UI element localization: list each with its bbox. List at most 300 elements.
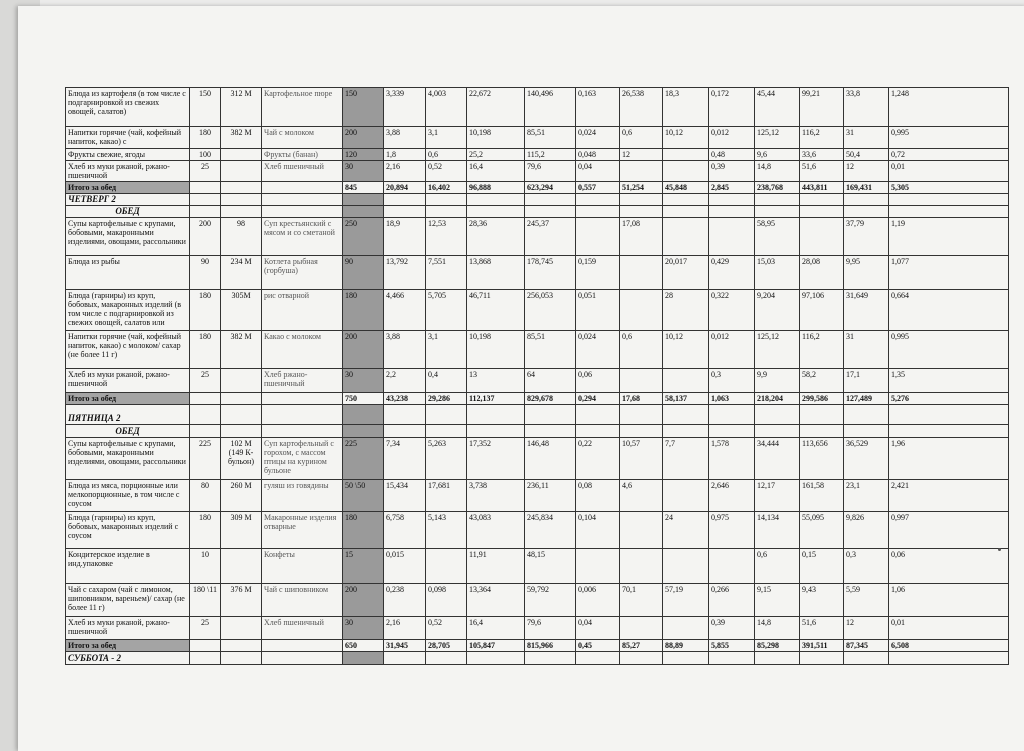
table-cell: 59,792	[525, 584, 576, 617]
day-label: СУББОТА - 2	[66, 652, 190, 665]
table-cell: 36,529	[844, 438, 889, 480]
table-cell	[889, 425, 1009, 438]
table-cell: 1,248	[889, 88, 1009, 127]
table-cell: 9,43	[800, 584, 844, 617]
table-cell: 6,758	[384, 512, 426, 549]
table-cell: 1,578	[709, 438, 755, 480]
table-cell: 0,163	[576, 88, 620, 127]
table-cell	[426, 549, 467, 584]
table-cell	[663, 617, 709, 640]
table-cell	[663, 405, 709, 425]
table-cell: 31	[844, 127, 889, 149]
table-cell	[262, 425, 343, 438]
table-cell: 250	[343, 218, 384, 256]
table-cell: Чай с шиповником	[262, 584, 343, 617]
table-cell: 46,711	[467, 290, 525, 331]
table-cell: 9,15	[755, 584, 800, 617]
table-cell: 17,68	[620, 393, 663, 405]
table-row	[66, 549, 1009, 584]
table-cell: 234 М	[221, 256, 262, 290]
table-cell: 85,51	[525, 127, 576, 149]
table-cell: 18,3	[663, 88, 709, 127]
table-cell: 180	[343, 290, 384, 331]
table-cell: 2,845	[709, 182, 755, 194]
table-cell	[221, 149, 262, 161]
table-cell	[620, 161, 663, 182]
table-cell: 1,19	[889, 218, 1009, 256]
table-row	[66, 480, 1009, 512]
table-cell: 140,496	[525, 88, 576, 127]
table-cell: 5,305	[889, 182, 1009, 194]
table-cell: 51,6	[800, 617, 844, 640]
table-cell: 2,16	[384, 161, 426, 182]
table-cell	[576, 549, 620, 584]
table-cell: 623,294	[525, 182, 576, 194]
table-cell: 25	[190, 369, 221, 393]
table-cell: Блюда из рыбы	[66, 256, 190, 290]
table-cell: 245,834	[525, 512, 576, 549]
table-cell: 0,557	[576, 182, 620, 194]
table-cell: 0,3	[709, 369, 755, 393]
table-cell	[467, 405, 525, 425]
table-cell: Блюда (гарниры) из круп, бобовых, макаронных изделий (в том числе с подгарнировкой из свежих овощей, салатов или	[66, 290, 190, 331]
table-cell: Блюда из картофеля (в том числе с подгарнировкой из свежих овощей, салатов)	[66, 88, 190, 127]
table-cell: 58,2	[800, 369, 844, 393]
table-cell: 2,16	[384, 617, 426, 640]
table-cell: 18,9	[384, 218, 426, 256]
table-cell: 0,975	[709, 512, 755, 549]
table-cell: 218,204	[755, 393, 800, 405]
table-cell: 5,855	[709, 640, 755, 652]
table-cell: 0,6	[426, 149, 467, 161]
day-row	[66, 652, 1009, 665]
table-cell: 7,551	[426, 256, 467, 290]
table-cell: 1,063	[709, 393, 755, 405]
table-cell	[663, 149, 709, 161]
table-cell	[343, 194, 384, 206]
table-cell: 31	[844, 331, 889, 369]
table-cell	[262, 393, 343, 405]
table-cell: 260 М	[221, 480, 262, 512]
table-cell: 85,51	[525, 331, 576, 369]
table-cell: 0,024	[576, 127, 620, 149]
table-cell: 20,894	[384, 182, 426, 194]
table-cell: Хлеб из муки ржаной, ржано-пшеничной	[66, 161, 190, 182]
table-cell: 127,489	[844, 393, 889, 405]
table-cell: 45,44	[755, 88, 800, 127]
total-row	[66, 393, 1009, 405]
table-cell: 4,003	[426, 88, 467, 127]
table-cell: 79,6	[525, 161, 576, 182]
table-cell	[221, 194, 262, 206]
table-cell	[663, 425, 709, 438]
total-row	[66, 182, 1009, 194]
table-cell: 13,364	[467, 584, 525, 617]
table-cell: 112,137	[467, 393, 525, 405]
table-cell: Чай с молоком	[262, 127, 343, 149]
table-cell	[190, 206, 221, 218]
table-cell: 1,8	[384, 149, 426, 161]
table-cell: 245,37	[525, 218, 576, 256]
table-cell	[800, 405, 844, 425]
table-cell: 0,322	[709, 290, 755, 331]
table-cell: 16,4	[467, 161, 525, 182]
table-cell: 120	[343, 149, 384, 161]
table-cell: 0,15	[800, 549, 844, 584]
table-cell	[426, 652, 467, 665]
table-cell	[663, 218, 709, 256]
table-cell: 1,077	[889, 256, 1009, 290]
table-cell: 0,429	[709, 256, 755, 290]
table-cell: 1,35	[889, 369, 1009, 393]
table-cell: 24	[663, 512, 709, 549]
table-cell	[755, 425, 800, 438]
table-cell: 10,198	[467, 127, 525, 149]
table-cell	[620, 405, 663, 425]
table-cell	[709, 218, 755, 256]
table-cell	[262, 194, 343, 206]
table-cell: 85,27	[620, 640, 663, 652]
table-cell: Суп крестьянский с мясом и со сметаной	[262, 218, 343, 256]
table-cell	[800, 425, 844, 438]
table-cell	[190, 652, 221, 665]
table-cell: 14,8	[755, 161, 800, 182]
table-cell: 382 М	[221, 127, 262, 149]
table-cell	[343, 206, 384, 218]
table-cell: 0,01	[889, 617, 1009, 640]
table-cell	[889, 194, 1009, 206]
table-cell: 115,2	[525, 149, 576, 161]
table-cell	[576, 194, 620, 206]
table-cell: 161,58	[800, 480, 844, 512]
meal-row	[66, 425, 1009, 438]
table-cell	[221, 640, 262, 652]
table-cell: 51,254	[620, 182, 663, 194]
table-cell: 7,7	[663, 438, 709, 480]
table-cell	[620, 512, 663, 549]
table-cell: 2,2	[384, 369, 426, 393]
table-cell	[343, 405, 384, 425]
table-cell	[262, 652, 343, 665]
table-cell: 0,6	[620, 331, 663, 369]
table-cell: 10,12	[663, 127, 709, 149]
table-cell: 0,39	[709, 161, 755, 182]
table-cell: Хлеб пшеничный	[262, 617, 343, 640]
table-cell: 299,586	[800, 393, 844, 405]
table-cell: 55,095	[800, 512, 844, 549]
table-cell	[889, 405, 1009, 425]
table-cell: 5,263	[426, 438, 467, 480]
table-cell: 169,431	[844, 182, 889, 194]
table-cell	[620, 194, 663, 206]
table-cell: 23,1	[844, 480, 889, 512]
table-cell: 309 М	[221, 512, 262, 549]
table-cell: 0,52	[426, 161, 467, 182]
table-cell: 0,266	[709, 584, 755, 617]
table-cell	[663, 206, 709, 218]
table-cell	[221, 652, 262, 665]
table-cell	[844, 425, 889, 438]
table-cell: 20,017	[663, 256, 709, 290]
table-cell: 102 М (149 К-бульон)	[221, 438, 262, 480]
table-cell: 33,6	[800, 149, 844, 161]
table-cell: 17,352	[467, 438, 525, 480]
table-cell: 15,03	[755, 256, 800, 290]
meal-label: ОБЕД	[66, 206, 190, 218]
table-cell	[576, 218, 620, 256]
table-cell	[221, 182, 262, 194]
table-cell: 87,345	[844, 640, 889, 652]
table-cell: 16,4	[467, 617, 525, 640]
table-cell: 10,12	[663, 331, 709, 369]
table-cell: 13,868	[467, 256, 525, 290]
table-cell	[426, 425, 467, 438]
table-cell: Супы картофельные с крупами, бобовыми, макаронными изделиями, овощами, рассольники	[66, 438, 190, 480]
table-cell	[576, 206, 620, 218]
table-cell: Макаронные изделия отварные	[262, 512, 343, 549]
table-cell: 0,4	[426, 369, 467, 393]
table-cell	[262, 405, 343, 425]
table-cell: 0,997	[889, 512, 1009, 549]
table-cell: 9,9	[755, 369, 800, 393]
table-cell: 30	[343, 369, 384, 393]
day-row	[66, 194, 1009, 206]
table-cell: 33,8	[844, 88, 889, 127]
table-cell	[709, 194, 755, 206]
table-cell: 2,421	[889, 480, 1009, 512]
table-cell: 28,08	[800, 256, 844, 290]
table-cell: 9,826	[844, 512, 889, 549]
table-cell	[221, 393, 262, 405]
table-cell	[709, 549, 755, 584]
table-cell: 0,995	[889, 331, 1009, 369]
table-cell: 90	[190, 256, 221, 290]
table-cell: 22,672	[467, 88, 525, 127]
table-cell	[620, 369, 663, 393]
table-cell	[620, 617, 663, 640]
table-cell: 0,22	[576, 438, 620, 480]
table-cell: 0,72	[889, 149, 1009, 161]
table-cell	[800, 652, 844, 665]
table-cell: 238,768	[755, 182, 800, 194]
table-cell: 4,6	[620, 480, 663, 512]
table-cell: 57,19	[663, 584, 709, 617]
table-cell	[525, 206, 576, 218]
table-cell: Котлета рыбная (горбуша)	[262, 256, 343, 290]
table-cell	[221, 425, 262, 438]
table-cell: 0,3	[844, 549, 889, 584]
table-cell: 0,6	[755, 549, 800, 584]
table-row	[66, 88, 1009, 127]
table-cell	[709, 652, 755, 665]
table-cell: 236,11	[525, 480, 576, 512]
table-cell	[755, 194, 800, 206]
table-cell: 180	[343, 512, 384, 549]
table-cell: 28	[663, 290, 709, 331]
table-cell	[620, 652, 663, 665]
table-row	[66, 290, 1009, 331]
table-cell	[620, 425, 663, 438]
table-cell: 829,678	[525, 393, 576, 405]
table-cell: 0,04	[576, 161, 620, 182]
table-cell: 113,656	[800, 438, 844, 480]
table-row	[66, 512, 1009, 549]
table-cell	[190, 182, 221, 194]
table-cell	[426, 405, 467, 425]
table-cell: Напитки горячие (чай, кофейный напиток, какао) с	[66, 127, 190, 149]
table-cell	[800, 218, 844, 256]
table-cell: 64	[525, 369, 576, 393]
table-cell: гуляш из говядины	[262, 480, 343, 512]
table-cell: 7,34	[384, 438, 426, 480]
table-row	[66, 584, 1009, 617]
table-cell: 10,57	[620, 438, 663, 480]
table-cell: 3,1	[426, 127, 467, 149]
table-cell: 150	[190, 88, 221, 127]
day-label: ЧЕТВЕРГ 2	[66, 194, 190, 206]
table-cell: 0,45	[576, 640, 620, 652]
table-cell: 845	[343, 182, 384, 194]
table-cell	[663, 480, 709, 512]
table-cell	[620, 549, 663, 584]
table-cell	[889, 652, 1009, 665]
table-cell: 5,143	[426, 512, 467, 549]
table-cell	[525, 425, 576, 438]
table-cell: 25	[190, 161, 221, 182]
table-cell: 180	[190, 331, 221, 369]
table-row	[66, 256, 1009, 290]
table-cell	[426, 206, 467, 218]
table-cell: 0,172	[709, 88, 755, 127]
table-cell: 31,945	[384, 640, 426, 652]
table-cell: 815,966	[525, 640, 576, 652]
table-cell	[384, 405, 426, 425]
table-cell: 200	[190, 218, 221, 256]
table-cell	[620, 256, 663, 290]
table-cell: 13	[467, 369, 525, 393]
table-row	[66, 369, 1009, 393]
table-cell: 37,79	[844, 218, 889, 256]
table-cell: 0,104	[576, 512, 620, 549]
table-cell: 125,12	[755, 331, 800, 369]
table-cell	[620, 290, 663, 331]
table-cell	[190, 405, 221, 425]
table-cell: 0,048	[576, 149, 620, 161]
table-cell	[190, 425, 221, 438]
table-cell: 146,48	[525, 438, 576, 480]
table-cell: Какао с молоком	[262, 331, 343, 369]
table-cell	[221, 617, 262, 640]
table-cell: Блюда из мяса, порционные или мелкопорционные, в том числе с соусом	[66, 480, 190, 512]
table-cell: 2,646	[709, 480, 755, 512]
table-cell	[384, 652, 426, 665]
table-cell	[663, 161, 709, 182]
table-cell: 0,08	[576, 480, 620, 512]
table-cell: 3,88	[384, 127, 426, 149]
table-cell: 31,649	[844, 290, 889, 331]
table-row	[66, 218, 1009, 256]
table-cell: 30	[343, 617, 384, 640]
table-cell: 14,8	[755, 617, 800, 640]
table-cell: 382 М	[221, 331, 262, 369]
table-cell: 650	[343, 640, 384, 652]
table-cell: Фрукты свежие, ягоды	[66, 149, 190, 161]
table-cell	[190, 393, 221, 405]
table-cell: 15,434	[384, 480, 426, 512]
table-cell: 0,294	[576, 393, 620, 405]
table-row	[66, 127, 1009, 149]
table-cell	[467, 652, 525, 665]
table-cell	[663, 194, 709, 206]
table-cell: 116,2	[800, 331, 844, 369]
table-cell: 0,051	[576, 290, 620, 331]
table-cell: Хлеб ржано-пшеничный	[262, 369, 343, 393]
table-cell: 200	[343, 127, 384, 149]
table-cell	[467, 425, 525, 438]
table-cell: Суп картофельный с горохом, с массом птицы на курином бульоне	[262, 438, 343, 480]
table-cell: 16,402	[426, 182, 467, 194]
table-cell	[221, 161, 262, 182]
table-cell: 391,511	[800, 640, 844, 652]
table-cell: 200	[343, 584, 384, 617]
table-cell: 9,95	[844, 256, 889, 290]
table-cell	[663, 369, 709, 393]
table-cell	[576, 652, 620, 665]
table-cell: 0,01	[889, 161, 1009, 182]
table-cell	[844, 194, 889, 206]
table-cell: 100	[190, 149, 221, 161]
table-cell: 750	[343, 393, 384, 405]
table-cell: 0,48	[709, 149, 755, 161]
table-cell: 17,1	[844, 369, 889, 393]
table-cell: 5,705	[426, 290, 467, 331]
table-cell: 11,91	[467, 549, 525, 584]
table-cell: рис отварной	[262, 290, 343, 331]
table-cell	[800, 194, 844, 206]
table-cell	[262, 206, 343, 218]
table-cell	[262, 640, 343, 652]
table-cell: 3,339	[384, 88, 426, 127]
table-cell	[663, 652, 709, 665]
table-cell: 50 \50	[343, 480, 384, 512]
table-cell: 90	[343, 256, 384, 290]
table-cell: 178,745	[525, 256, 576, 290]
table-cell	[889, 206, 1009, 218]
table-cell: 443,811	[800, 182, 844, 194]
total-row	[66, 640, 1009, 652]
table-cell: 29,286	[426, 393, 467, 405]
table-cell: 28,36	[467, 218, 525, 256]
table-cell	[709, 425, 755, 438]
table-cell: 312 М	[221, 88, 262, 127]
table-cell	[576, 405, 620, 425]
table-cell: 79,6	[525, 617, 576, 640]
nutrition-menu-table	[65, 87, 1009, 665]
table-cell: 0,6	[620, 127, 663, 149]
table-cell: 1,96	[889, 438, 1009, 480]
table-cell: 125,12	[755, 127, 800, 149]
table-cell	[620, 206, 663, 218]
table-cell: 3,88	[384, 331, 426, 369]
day-row	[66, 405, 1009, 425]
table-cell: Картофельное пюре	[262, 88, 343, 127]
table-cell: 26,538	[620, 88, 663, 127]
table-cell: 58,95	[755, 218, 800, 256]
table-cell: 58,137	[663, 393, 709, 405]
table-cell: 0,52	[426, 617, 467, 640]
table-cell: Хлеб пшеничный	[262, 161, 343, 182]
table-cell: Хлеб из муки ржаной, ржано-пшеничной	[66, 617, 190, 640]
